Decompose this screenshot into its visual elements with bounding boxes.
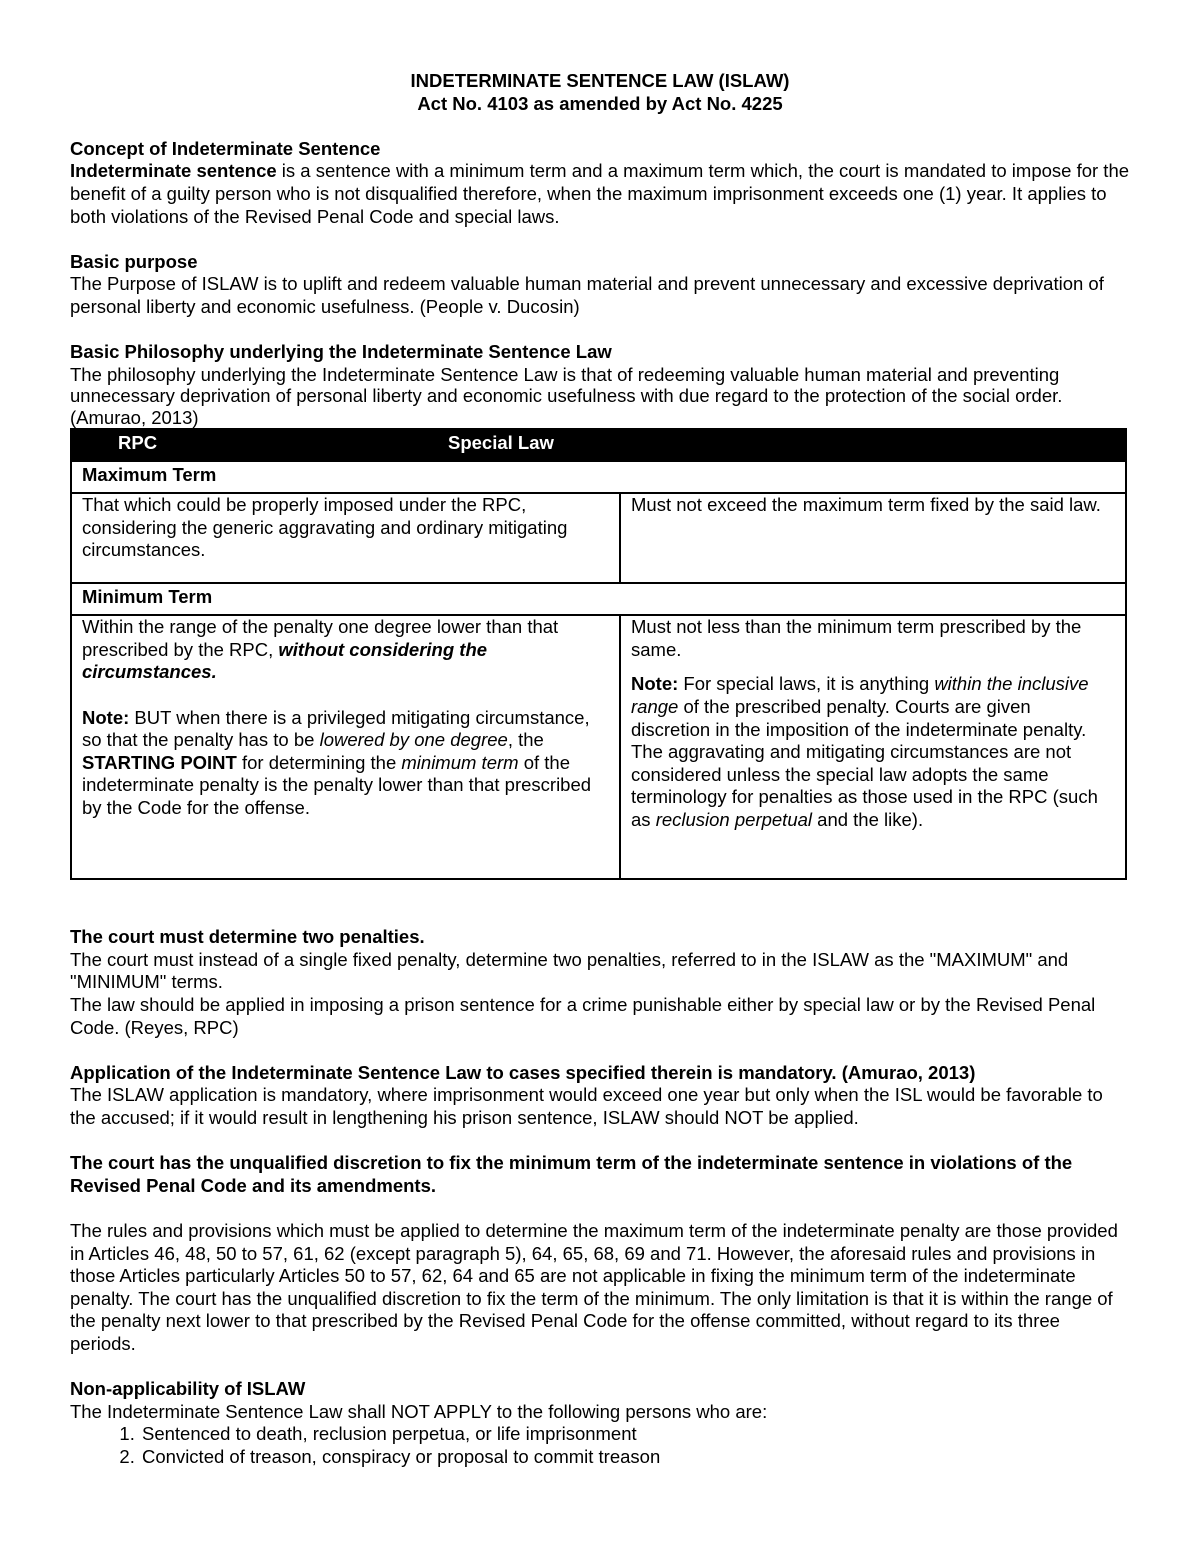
comparison-table: [70, 428, 1127, 880]
discretion-heading: The court has the unqualified discretion to fix the minimum term of the indeterminate sentence in violations of the Revised Penal Code and its amendments.: [70, 1152, 1073, 1196]
min-term-label-row: [71, 583, 1126, 615]
mandatory-text: The ISLAW application is mandatory, where imprisonment would exceed one year but only when the ISL would be favorable to the accused; if it would result in lengthening his prison sentence, ISLAW should NOT be applied.: [70, 1084, 1103, 1128]
purpose-heading: Basic purpose: [70, 250, 198, 272]
list-item: 1. Sentenced to death, reclusion perpetua, or life imprisonment: [140, 1423, 1130, 1446]
concept-term: Indeterminate sentence: [70, 160, 277, 182]
doc-title: INDETERMINATE SENTENCE LAW (ISLAW): [410, 70, 790, 91]
list-item: 2. Convicted of treason, conspiracy or proposal to commit treason: [140, 1446, 1130, 1469]
max-term-rpc: That which could be properly imposed under the RPC, considering the generic aggravating and ordinary mitigating circumstances.: [71, 493, 620, 583]
two-penalties-heading: The court must determine two penalties.: [70, 926, 425, 948]
table-header-row: [71, 429, 1126, 461]
max-term-special: Must not exceed the maximum term fixed by the said law.: [620, 493, 1126, 583]
min-term-special: Must not less than the minimum term prescribed by the same. Note: For special laws, it is anything within the inclusive range of the prescribed penalty. Courts are given discretion in the imposition of the indeterminate penalty. The aggravating and mitigating circumstances are not considered unless the special law adopts the same terminology for penalties as those used in the RPC (such as reclusion perpetual and the like).: [620, 615, 1126, 879]
mandatory-heading: Application of the Indeterminate Sentence Law to cases specified therein is mandatory. (Amurao, 2013): [70, 1061, 976, 1083]
header-rpc: RPC: [71, 429, 620, 461]
discretion-text: The rules and provisions which must be applied to determine the maximum term of the indeterminate penalty are those provided in Articles 46, 48, 50 to 57, 61, 62 (except paragraph 5), 64, 65, 68, 69 and 71. However, the aforesaid rules and provisions in those Articles particularly Articles 50 to 57, 62, 64 and 65 are not applicable in fixing the minimum term of the indeterminate penalty. The court has the unqualified discretion to fix the term of the minimum. The only limitation is that it is within the range of the penalty next lower to that prescribed by the Revised Penal Code for the offense committed, without regard to its three periods.: [70, 1219, 1118, 1354]
philosophy-text: The philosophy underlying the Indeterminate Sentence Law is that of redeeming valuable human material and preventing unnecessary deprivation of personal liberty and economic usefulness with due regard to the protection of the social order. (Amurao, 2013): [70, 363, 1063, 428]
philosophy-heading: Basic Philosophy underlying the Indeterminate Sentence Law: [70, 341, 612, 363]
concept-text: is a sentence with a minimum term and a maximum term which, the court is mandated to impose for the benefit of a guilty person who is not disqualified therefore, when the maximum imprisonment exceeds one (1) year. It applies to both violations of the Revised Penal Code and special laws.: [70, 160, 1130, 227]
nonapplicability-text: The Indeterminate Sentence Law shall NOT APPLY to the following persons who are:: [70, 1400, 768, 1422]
max-term-row: [71, 493, 1126, 583]
doc-subtitle: Act No. 4103 as amended by Act No. 4225: [417, 92, 783, 114]
max-term-label: Maximum Term: [71, 461, 1126, 493]
min-term-label: Minimum Term: [71, 583, 1126, 615]
min-term-row: [71, 615, 1126, 879]
max-term-label-row: [71, 461, 1126, 493]
two-penalties-text1: The court must instead of a single fixed penalty, determine two penalties, referred to in the ISLAW as the "MAXIMUM" and "MINIMUM" terms.: [70, 948, 1069, 993]
min-term-rpc: Within the range of the penalty one degree lower than that prescribed by the RPC, without considering the circumstances. Note: BUT when there is a privileged mitigating circumstance, so that the penalty has to be lowered by one degree, the STARTING POINT for determining the minimum term of the indeterminate penalty is the penalty lower than that prescribed by the Code for the offense.: [71, 615, 620, 879]
document-page: [70, 70, 1130, 1468]
concept-paragraph: [70, 160, 1130, 228]
nonapplicability-list: [70, 1423, 1130, 1468]
nonapplicability-heading: Non-applicability of ISLAW: [70, 1378, 306, 1400]
purpose-text: The Purpose of ISLAW is to uplift and redeem valuable human material and prevent unnecessary and excessive deprivation of personal liberty and economic usefulness. (People v. Ducosin): [70, 273, 1104, 317]
concept-heading: Concept of Indeterminate Sentence: [70, 137, 381, 159]
two-penalties-text2: The law should be applied in imposing a prison sentence for a crime punishable either by special law or by the Revised Penal Code. (Reyes, RPC): [70, 994, 1096, 1038]
header-special-law: Special Law: [620, 429, 1126, 461]
